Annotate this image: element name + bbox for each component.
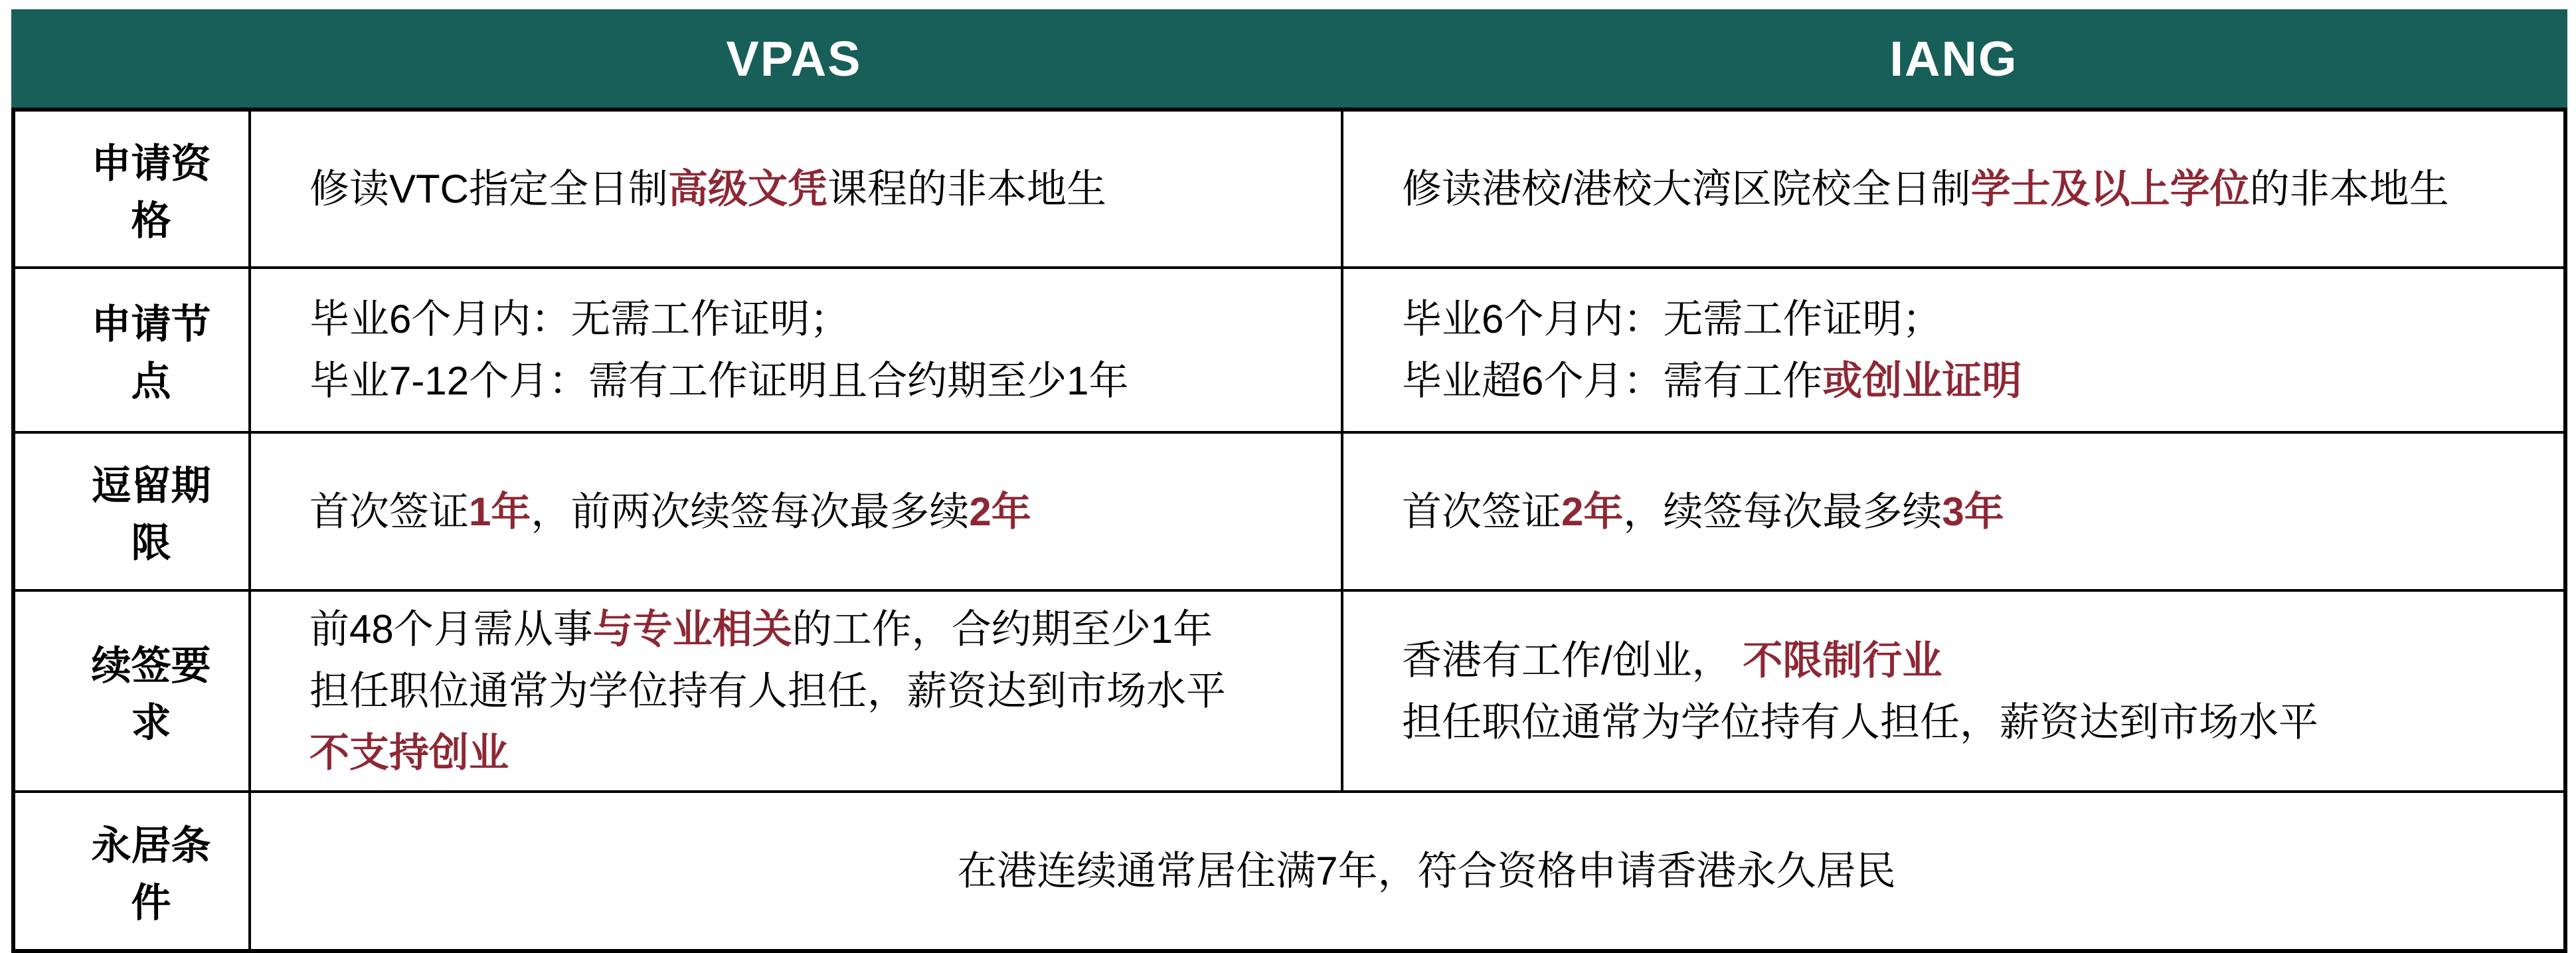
cell-permanent-residence-merged [250,792,2565,951]
row-label-renewal: 续签要求 [13,590,250,792]
body-text: 香港有工作/创业， [1402,638,1743,683]
row-label-stay-duration: 逗留期限 [13,432,250,590]
row-stay-duration [13,432,2565,590]
highlight-text: 高级文凭 [668,167,827,211]
row-eligibility [13,110,2565,268]
comparison-panel [11,9,2567,953]
highlight-text: 或创业证明 [1822,359,2022,403]
header-iang: IANG [1889,31,2018,86]
highlight-text: 不支持创业 [309,731,509,775]
cell-eligibility-iang [1342,110,2565,268]
cell-renewal-iang [1342,590,2565,792]
body-text: 的工作，合约期至少1年 [792,607,1213,651]
highlight-text: 3年 [1942,489,2004,534]
cell-stay-iang [1342,432,2565,590]
cell-eligibility-vpas [250,110,1342,268]
body-text: 的非本地生 [2249,167,2449,211]
row-renewal [13,590,2565,792]
body-text: 首次签证 [309,489,469,534]
row-timing [13,268,2565,432]
body-text: 毕业6个月内：无需工作证明； [1402,297,1942,341]
cell-renewal-vpas [250,590,1342,792]
body-text: 毕业7-12个月：需有工作证明且合约期至少1年 [309,359,1129,403]
body-text: 担任职位通常为学位持有人担任，薪资达到市场水平 [1402,699,2318,744]
body-text: 毕业6个月内：无需工作证明； [309,297,850,341]
body-text: 在港连续通常居住满7年，符合资格申请香港永久居民 [957,849,1896,893]
body-text: 前48个月需从事 [309,607,593,651]
body-text: 首次签证 [1402,489,1561,534]
highlight-text: 不限制行业 [1743,638,1942,683]
highlight-text: 学士及以上学位 [1970,167,2250,211]
cell-stay-vpas [250,432,1342,590]
body-text: 课程的非本地生 [827,167,1106,211]
highlight-text: 1年 [469,489,531,534]
highlight-text: 2年 [1561,489,1624,534]
cell-timing-iang [1342,268,2565,432]
row-label-eligibility: 申请资格 [13,110,250,268]
row-label-timing: 申请节点 [13,268,250,432]
comparison-table [11,108,2567,953]
table-header [11,9,2567,108]
row-label-permanent-residence: 永居条件 [13,792,250,951]
body-text: 修读港校/港校大湾区院校全日制 [1402,167,1971,211]
body-text: ，前两次续签每次最多续 [531,489,970,534]
body-text: 担任职位通常为学位持有人担任，薪资达到市场水平 [309,669,1226,713]
row-permanent-residence [13,792,2565,951]
body-text: 修读VTC指定全日制 [309,167,668,211]
body-text: ，续签每次最多续 [1623,489,1942,534]
highlight-text: 2年 [969,489,1031,534]
body-text: 毕业超6个月：需有工作 [1402,359,1823,403]
header-vpas: VPAS [726,31,862,86]
highlight-text: 与专业相关 [592,607,792,651]
cell-timing-vpas [250,268,1342,432]
